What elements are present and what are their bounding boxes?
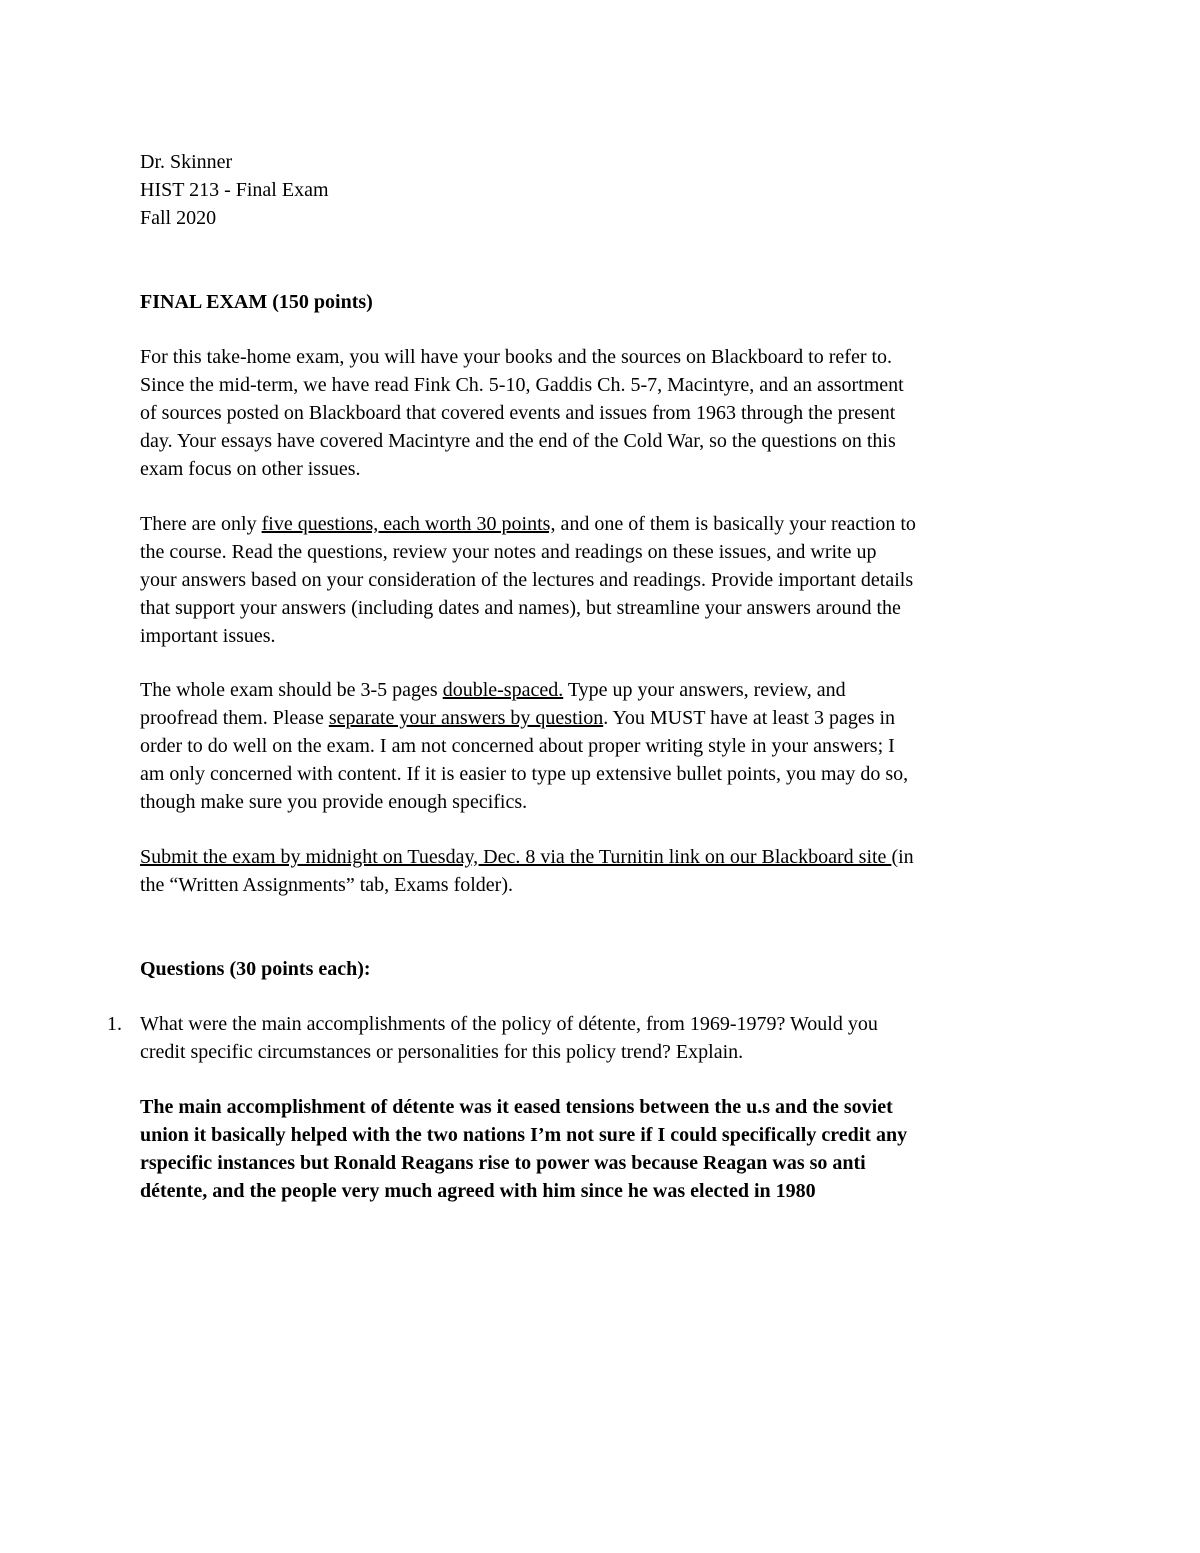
- instructions-line: that support your answers (including dates and names), but streamline your answers around the: [140, 597, 901, 619]
- instructions-paragraph: [140, 510, 1070, 650]
- format-text: . You MUST have at least 3 pages in: [603, 707, 896, 729]
- answer-line: rspecific instances but Ronald Reagans rise to power was because Reagan was so anti: [140, 1152, 866, 1174]
- submission-line: the “Written Assignments” tab, Exams folder).: [140, 874, 513, 896]
- term: Fall 2020: [140, 207, 217, 229]
- spacing-emphasis: double-spaced.: [442, 679, 564, 701]
- exam-title: FINAL EXAM (150 points): [140, 291, 373, 313]
- format-line: order to do well on the exam. I am not concerned about proper writing style in your answers; I: [140, 735, 895, 757]
- intro-line: exam focus on other issues.: [140, 458, 361, 480]
- instructions-line: important issues.: [140, 625, 276, 647]
- question-count-emphasis: five questions, each worth 30 points,: [261, 513, 556, 535]
- instructor-name: Dr. Skinner: [140, 151, 233, 173]
- format-line: [140, 676, 1070, 704]
- separate-answers-emphasis: separate your answers by question: [328, 707, 604, 729]
- format-text: The whole exam should be 3-5 pages: [140, 679, 443, 701]
- question-line: credit specific circumstances or personalities for this policy trend? Explain.: [140, 1041, 744, 1063]
- instructions-line: your answers based on your consideration of the lectures and readings. Provide important details: [140, 569, 914, 591]
- questions-heading: Questions (30 points each):: [140, 958, 371, 980]
- instructions-text: There are only: [140, 513, 262, 535]
- submission-line: [140, 843, 1070, 871]
- answer-line: détente, and the people very much agreed with him since he was elected in 1980: [140, 1180, 816, 1202]
- course-title: HIST 213 - Final Exam: [140, 179, 329, 201]
- submission-paragraph: [140, 843, 1070, 899]
- intro-line: For this take-home exam, you will have your books and the sources on Blackboard to refer to.: [140, 346, 893, 368]
- intro-line: day. Your essays have covered Macintyre and the end of the Cold War, so the questions on this: [140, 430, 896, 452]
- question-text: [140, 1010, 1070, 1066]
- format-line: though make sure you provide enough specifics.: [140, 791, 528, 813]
- format-paragraph: [140, 676, 1070, 816]
- student-answer: [140, 1093, 1070, 1205]
- intro-line: Since the mid-term, we have read Fink Ch. 5-10, Gaddis Ch. 5-7, Macintyre, and an assortment: [140, 374, 904, 396]
- instructions-text: and one of them is basically your reaction to: [555, 513, 916, 535]
- intro-line: of sources posted on Blackboard that covered events and issues from 1963 through the present: [140, 402, 896, 424]
- format-text: Type up your answers, review, and: [563, 679, 846, 701]
- instructions-line: the course. Read the questions, review your notes and readings on these issues, and write up: [140, 541, 877, 563]
- submission-text: (in: [891, 846, 914, 868]
- format-line: am only concerned with content. If it is easier to type up extensive bullet points, you may do so,: [140, 763, 909, 785]
- submission-deadline: Submit the exam by midnight on Tuesday, Dec. 8 via the Turnitin link on our Blackboard site: [140, 846, 892, 868]
- format-text: proofread them. Please: [140, 707, 329, 729]
- instructions-line: [140, 510, 1070, 538]
- question-line: What were the main accomplishments of the policy of détente, from 1969-1979? Would you: [140, 1013, 878, 1035]
- answer-line: The main accomplishment of détente was it eased tensions between the u.s and the soviet: [140, 1096, 893, 1118]
- intro-paragraph: [140, 343, 1070, 483]
- question-number: 1.: [107, 1013, 122, 1035]
- document-header: [140, 148, 1070, 232]
- format-line: [140, 704, 1070, 732]
- answer-line: union it basically helped with the two nations I’m not sure if I could specifically credit any: [140, 1124, 908, 1146]
